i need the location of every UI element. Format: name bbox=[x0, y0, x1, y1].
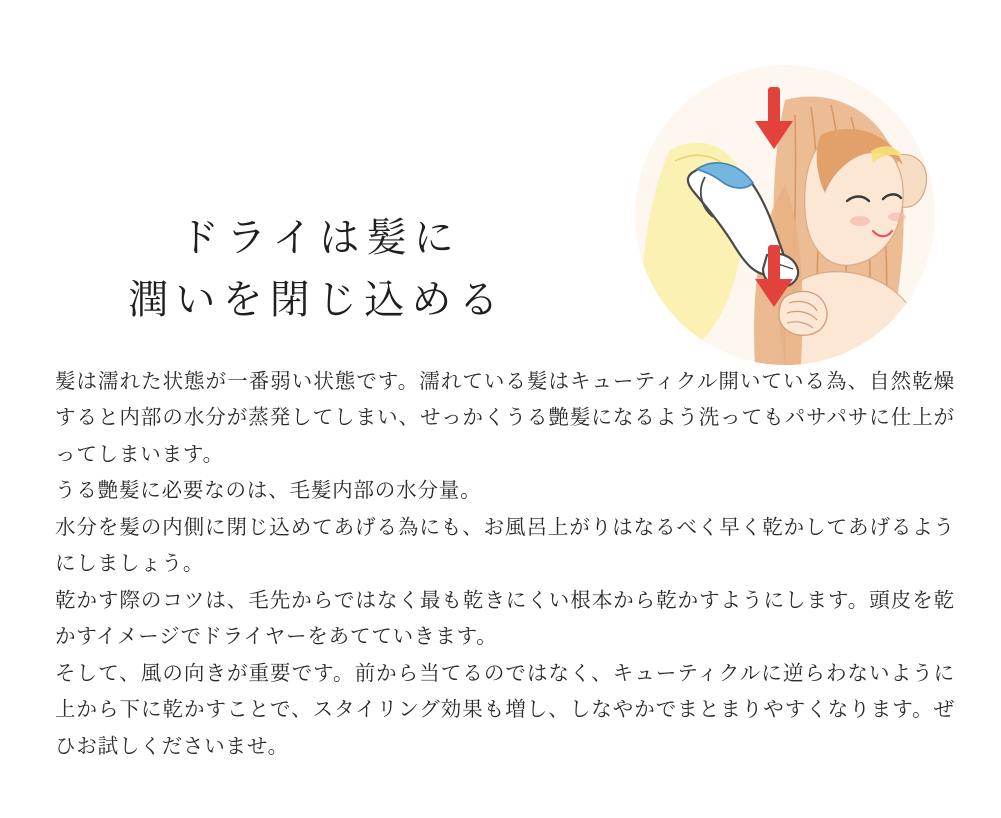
body-paragraph-4: 乾かす際のコツは、毛先からではなく最も乾きにくい根本から乾かすようにします。頭皮を乾かすイメージでドライヤーをあてていきます。 bbox=[55, 587, 955, 649]
hand bbox=[779, 291, 827, 335]
blush-left bbox=[850, 216, 870, 226]
headline-line-2: 潤いを閉じ込める bbox=[128, 276, 506, 323]
hair-drying-illustration bbox=[635, 65, 935, 365]
page-title bbox=[60, 207, 580, 331]
article-body bbox=[55, 363, 955, 764]
body-paragraph-5: そして、風の向きが重要です。前から当てるのではなく、キューティクルに逆らわないように上から下に乾かすことで、スタイリング効果も増し、しなやかでまとまりやすくなります。ぜひお試しくださいませ。 bbox=[55, 660, 955, 758]
blush-right bbox=[888, 213, 906, 222]
article-header bbox=[0, 30, 1001, 350]
body-paragraph-2: うる艶髪に必要なのは、毛髪内部の水分量。 bbox=[55, 478, 482, 503]
headline-line-1: ドライは髪に bbox=[179, 214, 461, 261]
body-paragraph-3: 水分を髪の内側に閉じ込めてあげる為にも、お風呂上がりはなるべく早く乾かしてあげるようにしましょう。 bbox=[55, 514, 955, 576]
body-paragraph-1: 髪は濡れた状態が一番弱い状態です。濡れている髪はキューティクル開いている為、自然乾燥すると内部の水分が蒸発してしまい、せっかくうる艶髪になるよう洗ってもパサパサに仕上がってしまいます。 bbox=[55, 369, 955, 466]
